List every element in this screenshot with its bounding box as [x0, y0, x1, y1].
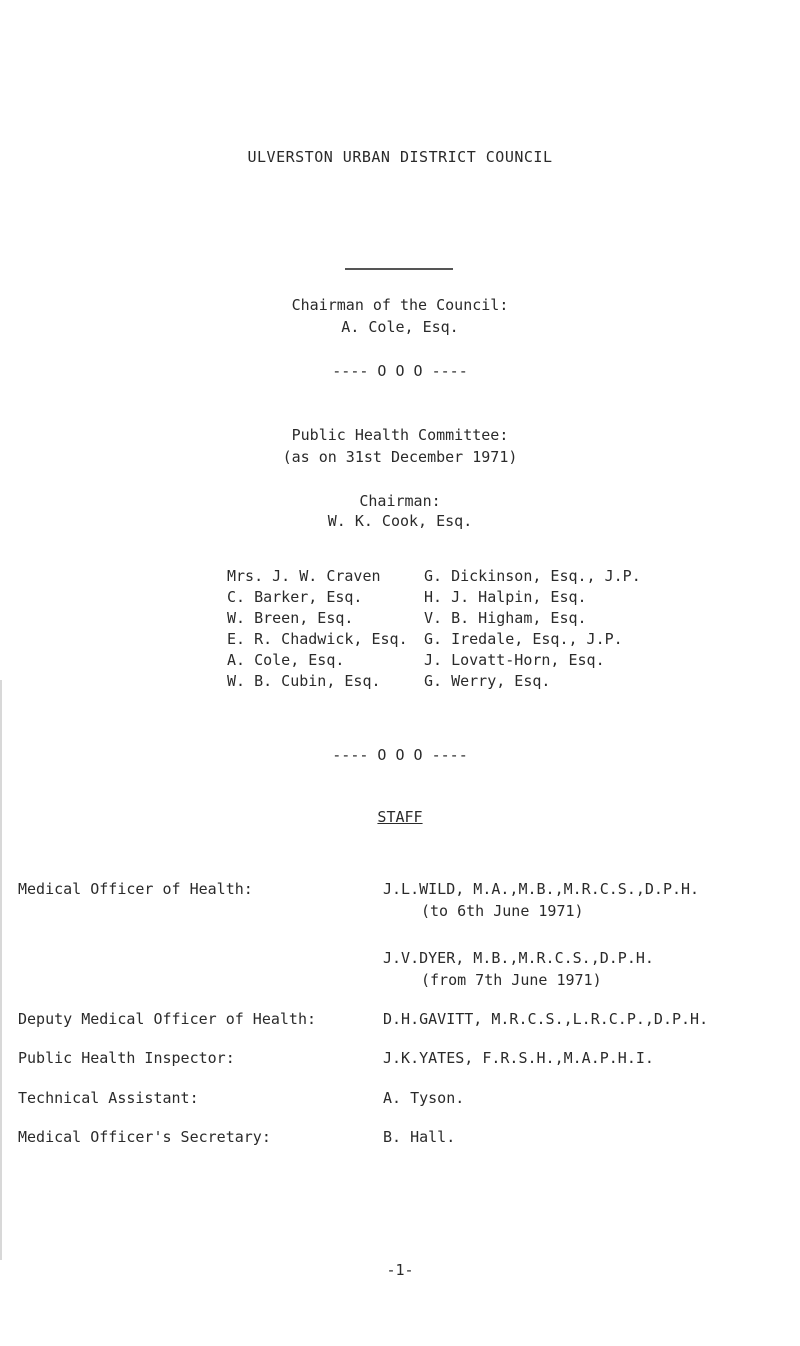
staff-label: Public Health Inspector:: [18, 1049, 235, 1067]
member: E. R. Chadwick, Esq.: [227, 630, 408, 648]
staff-value: A. Tyson.: [383, 1089, 465, 1107]
member: G. Iredale, Esq., J.P.: [424, 630, 623, 648]
staff-label: Medical Officer's Secretary:: [18, 1128, 271, 1146]
committee-chairman-label: Chairman:: [359, 492, 441, 510]
member: C. Barker, Esq.: [227, 588, 363, 606]
member: G. Werry, Esq.: [424, 672, 551, 690]
staff-value: B. Hall.: [383, 1128, 456, 1146]
moh-2-name: J.V.DYER, M.B.,M.R.C.S.,D.P.H.: [383, 949, 654, 967]
member: Mrs. J. W. Craven: [227, 567, 381, 585]
committee-title: Public Health Committee:: [291, 426, 509, 444]
page-number: -1-: [386, 1261, 414, 1279]
council-chairman-name: A. Cole, Esq.: [341, 318, 459, 336]
member: V. B. Higham, Esq.: [424, 609, 587, 627]
title-divider: [345, 268, 453, 270]
committee-chairman-name: W. K. Cook, Esq.: [327, 512, 473, 530]
staff-label: Technical Assistant:: [18, 1089, 199, 1107]
member: J. Lovatt-Horn, Esq.: [424, 651, 605, 669]
member: H. J. Halpin, Esq.: [424, 588, 587, 606]
member-right-list: [424, 567, 641, 693]
page-title: ULVERSTON URBAN DISTRICT COUNCIL: [247, 148, 553, 166]
member: A. Cole, Esq.: [227, 651, 345, 669]
separator-2: ---- O O O ----: [332, 746, 468, 764]
staff-value: D.H.GAVITT, M.R.C.S.,L.R.C.P.,D.P.H.: [383, 1010, 709, 1028]
member: G. Dickinson, Esq., J.P.: [424, 567, 641, 585]
member: W. Breen, Esq.: [227, 609, 354, 627]
committee-date: (as on 31st December 1971): [282, 448, 518, 466]
moh-1-note: (to 6th June 1971): [421, 902, 584, 920]
separator-1: ---- O O O ----: [332, 362, 468, 380]
staff-heading: STAFF: [377, 808, 423, 826]
member-left-list: [227, 567, 408, 693]
staff-label: Deputy Medical Officer of Health:: [18, 1010, 317, 1028]
moh-1-name: J.L.WILD, M.A.,M.B.,M.R.C.S.,D.P.H.: [383, 880, 700, 898]
scan-edge: [0, 680, 2, 1260]
moh-label: Medical Officer of Health:: [18, 880, 253, 898]
moh-2-note: (from 7th June 1971): [421, 971, 602, 989]
member: W. B. Cubin, Esq.: [227, 672, 381, 690]
staff-value: J.K.YATES, F.R.S.H.,M.A.P.H.I.: [383, 1049, 654, 1067]
council-chairman-label: Chairman of the Council:: [291, 296, 509, 314]
